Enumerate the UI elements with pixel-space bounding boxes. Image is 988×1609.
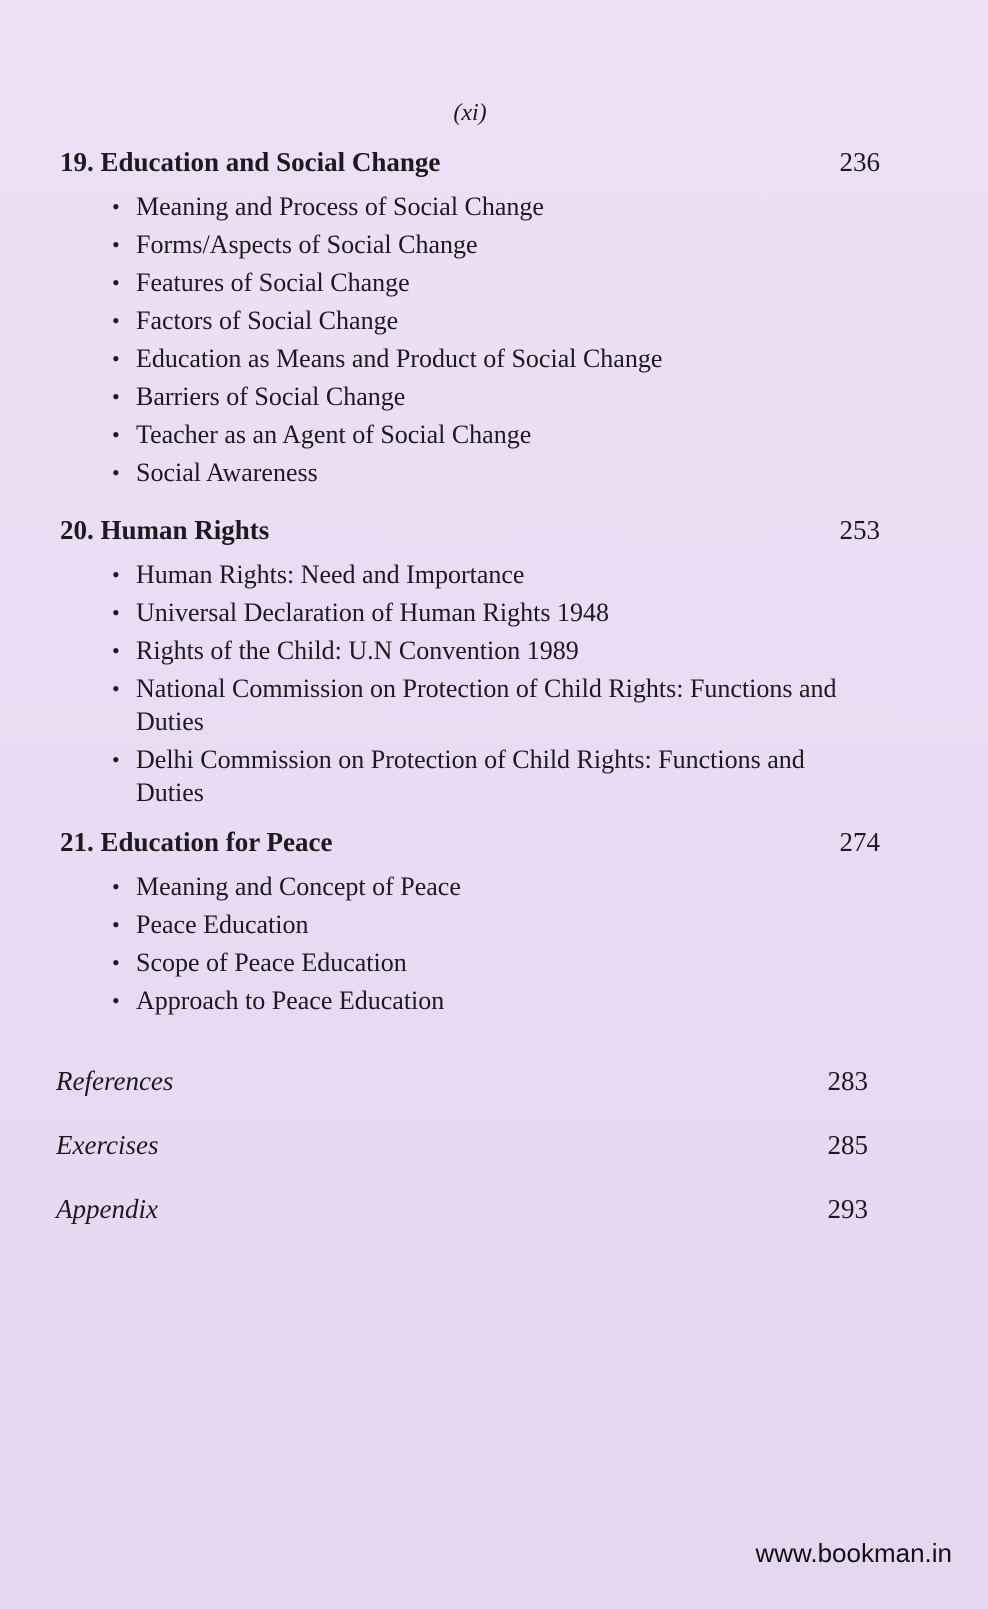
chapter-heading: [60, 826, 880, 858]
topic-text: National Commission on Protection of Child Rights: Functions and Duties: [136, 674, 837, 736]
topic-item: [60, 634, 880, 667]
bullet-icon: •: [112, 346, 120, 371]
topic-text: Social Awareness: [136, 458, 318, 487]
topic-item: [60, 743, 826, 809]
chapter-heading: [60, 146, 880, 178]
topic-item: [60, 342, 880, 375]
bullet-icon: •: [112, 912, 120, 937]
topic-text: Universal Declaration of Human Rights 1948: [136, 598, 609, 627]
bullet-icon: •: [112, 988, 120, 1013]
topic-item: [60, 870, 880, 903]
chapter-number: 21.: [60, 827, 94, 857]
topic-text: Scope of Peace Education: [136, 948, 407, 977]
bullet-icon: •: [112, 950, 120, 975]
chapter-heading-text: [60, 514, 269, 546]
back-matter-title: Exercises: [56, 1130, 159, 1160]
chapter-entry-19: [60, 146, 880, 494]
chapter-entry-20: [60, 514, 880, 814]
topic-text: Barriers of Social Change: [136, 382, 406, 411]
bullet-icon: •: [112, 270, 120, 295]
topic-item: [60, 558, 880, 591]
chapter-heading: [60, 514, 880, 546]
topic-item: [60, 946, 880, 979]
topic-text: Meaning and Concept of Peace: [136, 872, 461, 901]
chapter-heading-text: [60, 146, 440, 178]
back-matter-page: 285: [827, 1130, 868, 1160]
chapter-heading-text: [60, 826, 332, 858]
topic-item: [60, 266, 880, 299]
topic-list: [60, 870, 880, 1017]
chapter-number: 19.: [60, 147, 94, 177]
topic-text: Delhi Commission on Protection of Child Rights: Functions and Duties: [136, 745, 805, 807]
bullet-icon: •: [112, 600, 120, 625]
topic-list: [60, 190, 880, 489]
back-matter-references: [56, 1066, 868, 1097]
topic-list: [60, 558, 880, 809]
topic-text: Meaning and Process of Social Change: [136, 192, 544, 221]
topic-text: Rights of the Child: U.N Convention 1989: [136, 636, 579, 665]
topic-text: Approach to Peace Education: [136, 986, 445, 1015]
back-matter-title: Appendix: [56, 1194, 158, 1224]
topic-item: [60, 984, 880, 1017]
page-number: (xi): [453, 100, 487, 126]
back-matter-page: 293: [827, 1194, 868, 1224]
topic-item: [60, 304, 880, 337]
bullet-icon: •: [112, 308, 120, 333]
bullet-icon: •: [112, 562, 120, 587]
topic-text: Features of Social Change: [136, 268, 410, 297]
topic-item: [60, 190, 880, 223]
topic-item: [60, 908, 880, 941]
chapter-title: Education for Peace: [100, 827, 333, 857]
bullet-icon: •: [112, 874, 120, 899]
chapter-number: 20.: [60, 515, 94, 545]
topic-item: [60, 596, 880, 629]
topic-item: [60, 418, 880, 451]
topic-item: [60, 228, 880, 261]
bullet-icon: •: [112, 422, 120, 447]
bullet-icon: •: [112, 232, 120, 257]
topic-text: Peace Education: [136, 910, 309, 939]
back-matter-exercises: [56, 1130, 868, 1161]
bullet-icon: •: [112, 747, 120, 772]
topic-text: Factors of Social Change: [136, 306, 399, 335]
back-matter-page: 283: [827, 1066, 868, 1096]
chapter-page-number: 236: [839, 147, 880, 177]
topic-item: [60, 672, 856, 738]
topic-item: [60, 380, 880, 413]
back-matter-appendix: [56, 1194, 868, 1225]
chapter-title: Human Rights: [100, 515, 270, 545]
chapter-page-number: 274: [839, 827, 880, 857]
back-matter-title: References: [56, 1066, 174, 1096]
topic-item: [60, 456, 880, 489]
bullet-icon: •: [112, 194, 120, 219]
topic-text: Education as Means and Product of Social Change: [136, 344, 663, 373]
topic-text: Forms/Aspects of Social Change: [136, 230, 478, 259]
bullet-icon: •: [112, 384, 120, 409]
chapter-title: Education and Social Change: [100, 147, 441, 177]
watermark: www.bookman.in: [755, 1538, 952, 1568]
bullet-icon: •: [112, 638, 120, 663]
bullet-icon: •: [112, 676, 120, 701]
chapter-page-number: 253: [839, 515, 880, 545]
chapter-entry-21: [60, 826, 880, 1022]
topic-text: Human Rights: Need and Importance: [136, 560, 525, 589]
bullet-icon: •: [112, 460, 120, 485]
topic-text: Teacher as an Agent of Social Change: [136, 420, 532, 449]
